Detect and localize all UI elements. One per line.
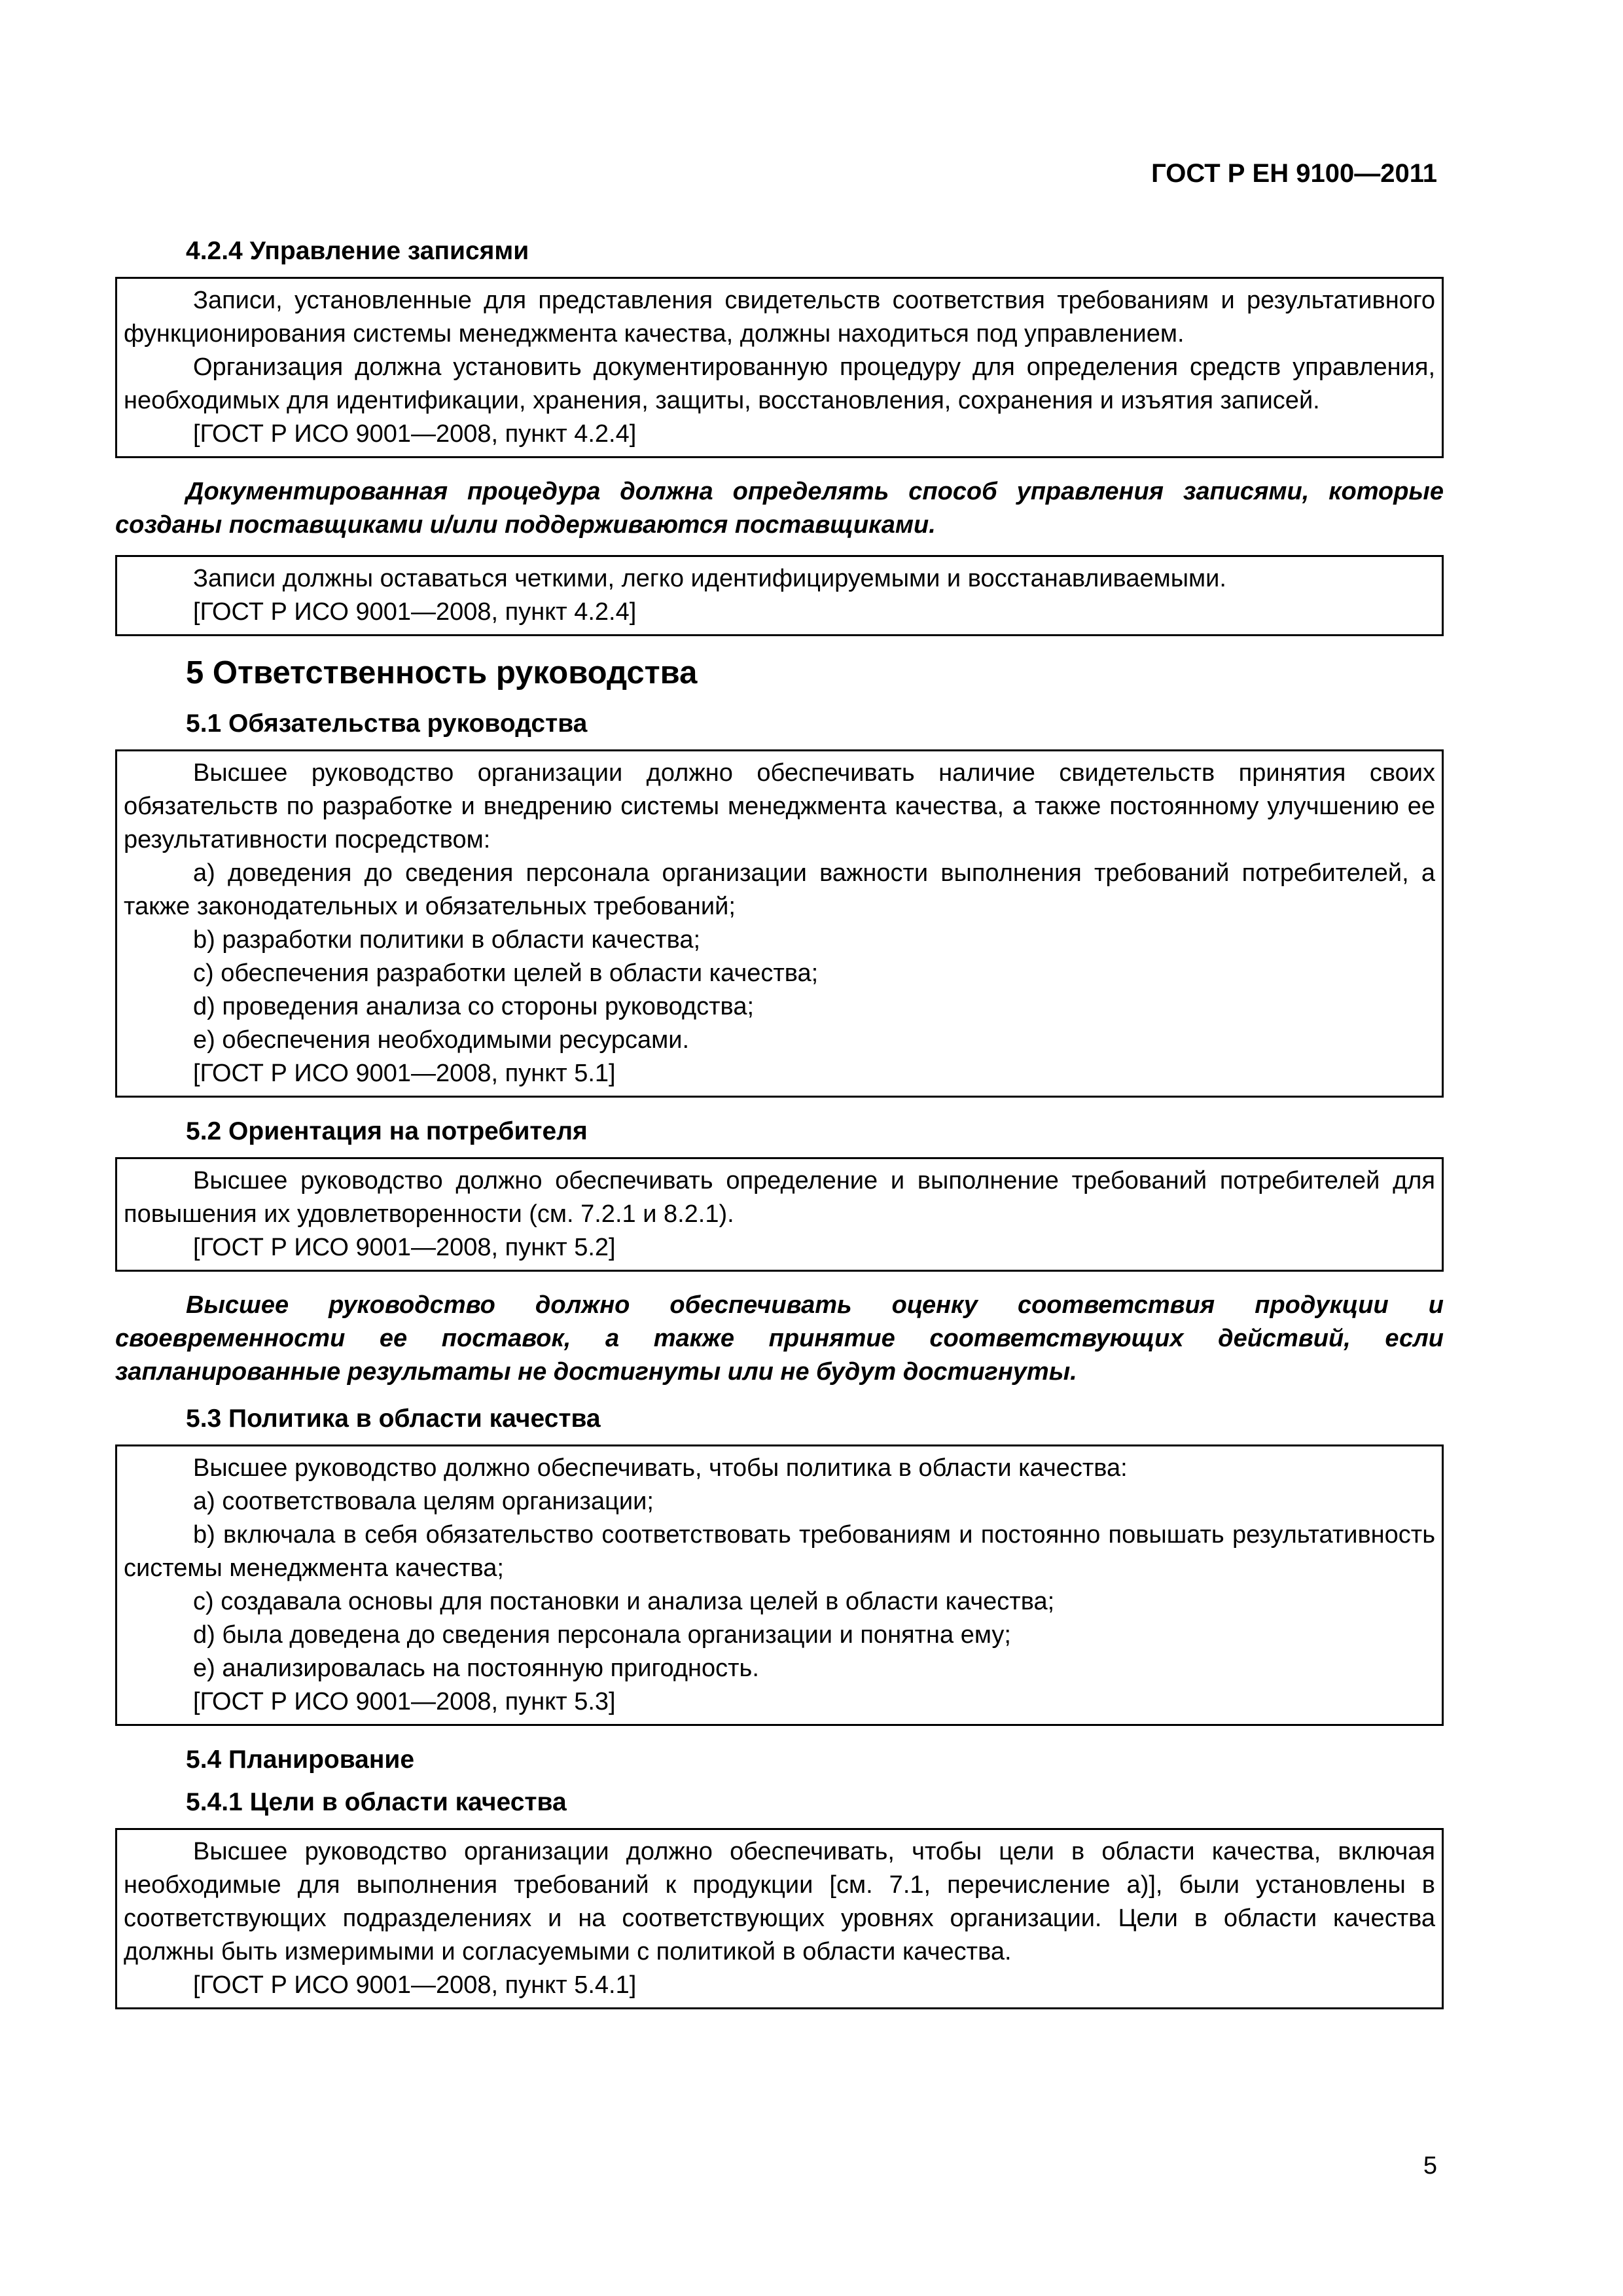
section-5-4-title: 5.4 Планирование [186,1746,415,1774]
reference: [ГОСТ Р ИСО 9001—2008, пункт 4.2.4] [193,420,637,448]
paragraph: Высшее руководство организации должно обеспечивать наличие свидетельств принятия своих обязательств по разработке и внедрению системы менеджмента качества, а также постоянному улучшению ее результативности посредством: [124,759,1435,853]
list-item: b) включала в себя обязательство соответствовать требованиям и постоянно повышать результативность системы менеджмента качества; [124,1521,1435,1582]
quote-box-5-4-1 [115,1828,1444,2009]
quote-box-4-2-4-a [115,277,1444,458]
quote-box-5-3 [115,1444,1444,1726]
list-item: d) проведения анализа со стороны руководства; [193,993,755,1020]
quote-box-5-1 [115,749,1444,1098]
section-5-2-title: 5.2 Ориентация на потребителя [186,1117,588,1145]
section-4-2-4-title: 4.2.4 Управление записями [186,237,529,265]
reference: [ГОСТ Р ИСО 9001—2008, пункт 4.2.4] [193,598,637,626]
reference: [ГОСТ Р ИСО 9001—2008, пункт 5.1] [193,1060,616,1087]
document-code: ГОСТ Р ЕН 9100—2011 [1151,159,1437,188]
section-5-3-title: 5.3 Политика в области качества [186,1405,601,1433]
section-5-4-1-title: 5.4.1 Цели в области качества [186,1788,567,1816]
reference: [ГОСТ Р ИСО 9001—2008, пункт 5.4.1] [193,1971,637,1999]
quote-box-5-2 [115,1157,1444,1272]
list-item: b) разработки политики в области качества; [193,926,701,954]
quote-box-4-2-4-b [115,555,1444,636]
section-5-1-title: 5.1 Обязательства руководства [186,709,588,738]
list-item: c) обеспечения разработки целей в области качества; [193,960,819,987]
list-item: e) анализировалась на постоянную пригодность. [193,1655,759,1682]
section-5-title: 5 Ответственность руководства [186,655,698,691]
list-item: e) обеспечения необходимыми ресурсами. [193,1026,690,1054]
page-content [115,234,1444,2026]
paragraph: Высшее руководство организации должно обеспечивать, чтобы цели в области качества, включая необходимые для выполнения требований к продукции [см. 7.1, перечисление а)], были установлены в соответствующих подразделениях и на соответствующих уровнях организации. Цели в области качества должны быть измеримыми и согласуемыми с политикой в области качества. [124,1838,1435,1965]
reference: [ГОСТ Р ИСО 9001—2008, пункт 5.2] [193,1234,616,1261]
paragraph: Записи должны оставаться четкими, легко идентифицируемыми и восстанавливаемыми. [193,565,1226,592]
paragraph: Организация должна установить документированную процедуру для определения средств управления, необходимых для идентификации, хранения, защиты, восстановления, сохранения и изъятия записей. [124,353,1435,414]
reference: [ГОСТ Р ИСО 9001—2008, пункт 5.3] [193,1688,616,1715]
supplement-text-4-2-4: Документированная процедура должна определять способ управления записями, которые созданы поставщиками и/или поддерживаются поставщиками. [115,478,1444,539]
paragraph: Высшее руководство должно обеспечивать определение и выполнение требований потребителей для повышения их удовлетворенности (см. 7.2.1 и 8.2.1). [124,1167,1435,1228]
page-number: 5 [1423,2152,1437,2179]
list-item: a) соответствовала целям организации; [193,1488,654,1515]
paragraph: Высшее руководство должно обеспечивать, чтобы политика в области качества: [193,1454,1128,1482]
supplement-text-5-2: Высшее руководство должно обеспечивать оценку соответствия продукции и своевременности ее поставок, а также принятие соответствующих действий, если запланированные результаты не достигнуты или не будут достигнуты. [115,1291,1444,1386]
list-item: d) была доведена до сведения персонала организации и понятна ему; [193,1621,1011,1649]
list-item: а) доведения до сведения персонала организации важности выполнения требований потребителей, а также законодательных и обязательных требований; [124,859,1435,920]
list-item: c) создавала основы для постановки и анализа целей в области качества; [193,1588,1055,1615]
paragraph: Записи, установленные для представления свидетельств соответствия требованиям и результативного функционирования системы менеджмента качества, должны находиться под управлением. [124,287,1435,348]
